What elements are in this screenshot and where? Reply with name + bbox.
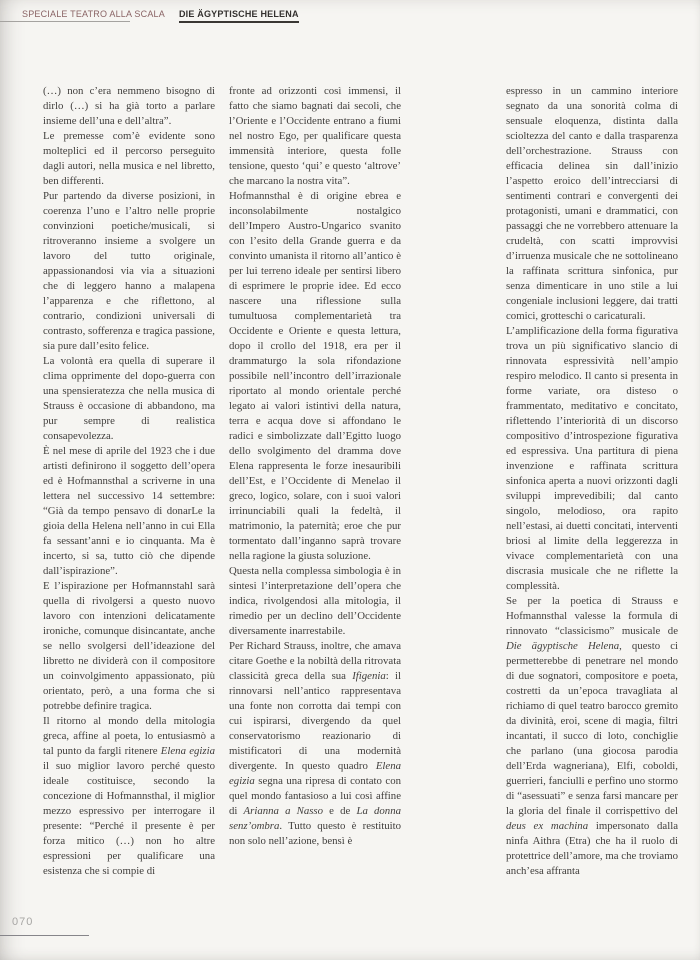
paragraph: La volontà era quella di superare il clima opprimente del dopo-guerra con una spensieratezza che nella musica di Strauss è occasione di abbandono, ma pur sempre di realistica consapevolezza. <box>43 355 215 442</box>
footer-rule <box>0 935 89 936</box>
paragraph: Le premesse com’è evidente sono molteplici ed il percorso perseguito dagli autori, nella musica e nel libretto, ben differenti. <box>43 130 215 187</box>
paragraph: Questa nella complessa simbologia è in sintesi l’interpretazione dell’opera che indica, rivolgendosi alla mitologia, il rimedio per un declino dell’Occidente diversamente inarrestabile. <box>229 565 401 637</box>
text-column-3 <box>506 84 678 879</box>
paragraph: E l’ispirazione per Hofmannstahl sarà quella di rivolgersi a questo nuovo lavoro con intenzioni delicatamente ironiche, comunque disincantate, anche se nello svolgersi dell’ideazione del libretto ne dividerà con il compositore un coinvolgimento appassionato, più orientato, però, a una forma che si potrebbe definire tragica. <box>43 580 215 712</box>
paragraph: Se per la poetica di Strauss e Hofmannsthal valesse la formula di rinnovato “classicismo” musicale de Die ägyptische Helena, questo ci permetterebbe di penetrare nel mondo di due sognatori, compositore e poeta, costretti da un’epoca travagliata al richiamo di quel teatro barocco gremito da divinità, eroi, scene di magia, filtri incantati, il succo di loto, conchiglie che parlano (una giocosa parodia dell’Erda wagneriana), Elfi, coboldi, guerrieri, fanciulli e perfino uno stormo di “asessuati” e senza farsi mancare per la gloria del finale il corrispettivo del deus ex machina impersonato dalla ninfa Aithra (Etra) che ha il ruolo di protettrice dell’amore, ma che troviamo anch’esa affranta <box>506 595 678 877</box>
paragraph: Hofmannsthal è di origine ebrea e inconsolabilmente nostalgico dell’Impero Austro-Ungarico svanito con l’esito della Grande guerra e da convinto umanista il ritorno all’antico è per lui terreno ideale per sentirsi libero di esprimere le proprie idee. Ed ecco nascere una riflessione sulla tumultuosa complementarietà tra Occidente e Oriente e questa lettura, dopo il crollo del 1918, era per il drammaturgo la sola rifondazione possibile nell’incontro dell’irrazionale riportato al mondo orientale perché legato ai valori istintivi della natura, terra e acqua dove si affondano le radici e simbolizzate dall’Egitto luogo dello svolgimento del dramma dove Elena rappresenta le forze inesauribili dell’Est, e l’Occidente di Menelao il greco, logico, solare, con i suoi valori irrinunciabili quali la fedeltà, il matrimonio, la paternità; eroe che pur tormentato dall’inganno saprà trovare nella ragione la giusta soluzione. <box>229 190 401 562</box>
paragraph: espresso in un cammino interiore segnato da una sonorità colma di sensuale eloquenza, distinta dalla scioltezza del canto e dalla trasparenza dell’orchestrazione. Strauss con efficacia delinea sin dall’inizio l’aspetto eroico dell’intrecciarsi di sentimenti contrari e convergenti dei protagonisti, umani e drammatici, con passaggi che ne vorrebbero attenuare la crudeltà, con scatti improvvisi d’irruenza musicale che ne sottolineano la raffinata scrittura sinfonica, pur senza dimenticare in uno stile a lui congeniale inclusioni leggere, dai tratti comici, grotteschi o caricaturali. <box>506 85 678 322</box>
article-rubric: DIE ÄGYPTISCHE HELENA <box>179 9 299 23</box>
paragraph: È nel mese di aprile del 1923 che i due artisti definirono il soggetto dell’opera ed è Hofmannsthal a scriverne in una lettera nel successivo 14 settembre: “Già da tempo pensavo di donarLe la gioia della Helena nell’anno in cui Ella fa sessant’anni e io cinquanta. Ma è incerto, si sa, tutto ciò che dipende dall’ispirazione”. <box>43 445 215 577</box>
paragraph: fronte ad orizzonti così immensi, il fatto che siamo bagnati dai secoli, che l’Oriente e l’Occidente entrano a fiumi nel nostro Ego, per qualificare questa immensità interiore, questa folle tensione, questo ‘qui’ e questo ‘altrove’ che marcano la nostra vita”. <box>229 85 401 187</box>
paragraph: (…) non c’era nemmeno bisogno di dirlo (…) si ha già torto a parlare insieme dell’una e dell’altra”. <box>43 85 215 127</box>
section-kicker: SPECIALE TEATRO ALLA SCALA <box>22 9 165 19</box>
text-column-1 <box>43 84 215 879</box>
paragraph: Pur partendo da diverse posizioni, in coerenza l’uno e l’altro nelle proprie convinzioni poetiche/musicali, si ritroveranno insieme a svolgere un lavoro del tutto originale, appassionandosi via via a situazioni che di leggero hanno a malapena l’apparenza e che riflettono, al contrario, condizioni universali di contrasto, sofferenza e tragica passione, sia pure dall’esito felice. <box>43 190 215 352</box>
text-column-2 <box>229 84 401 849</box>
page-number: 070 <box>12 916 34 928</box>
paragraph: Il ritorno al mondo della mitologia greca, affine al poeta, lo entusiasmò a tal punto da fargli ritenere Elena egizia il suo miglior lavoro perché questo ideale costituisce, secondo la concezione di Hofmannsthal, il miglior mezzo espressivo per interrogare il presente: “Perché il presente è per forza mitico (…) non ho altre espressioni per qualificare una esistenza che si compie di <box>43 715 215 877</box>
paragraph: Per Richard Strauss, inoltre, che amava citare Goethe e la nobiltà della ritrovata classicità greca della sua Ifigenia: il rinnovarsi nell’antico rappresentava una fonte non corrotta dai tempi con cui ispirarsi, divergendo da quel conservatorismo reazionario di mistificatori di una modernità divergente. In questo quadro Elena egizia segna una ripresa di contato con quel mondo fantasioso a lui così affine di Arianna a Nasso e de La donna senz’ombra. Tutto questo è restituito non solo nell’azione, bensì è <box>229 640 401 847</box>
page-header <box>22 9 299 23</box>
paragraph: L’amplificazione della forma figurativa trova un più significativo slancio di rinnovata espressività nell’ampio respiro melodico. Il canto si presenta in forme variate, ora disteso o frammentato, meditativo e concitato, riflettendo l’interiorità di un discorso compositivo d’introspezione figurativa ed espressiva. Una partitura di piena invenzione e raffinata scrittura sinfonica aperta a nuovi orizzonti dagli sviluppi imprevedibili; dal canto singolo, melodioso, ora rapito nell’estasi, ai duetti concitati, interventi briosi al limite della leggerezza in vivace complementarietà con una discrasia musicale che ne riflette la complessità. <box>506 325 678 592</box>
